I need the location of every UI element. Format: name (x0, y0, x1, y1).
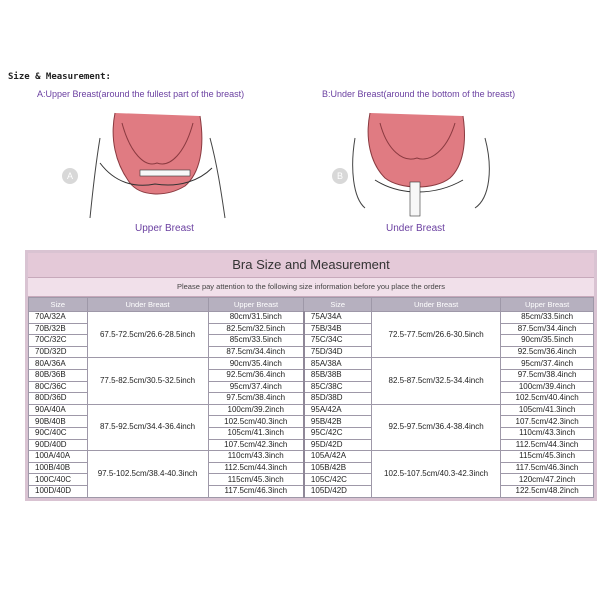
size-cell: 105C/42C (304, 474, 372, 486)
size-cell: 70A/32A (29, 312, 88, 324)
upper-breast-cell: 122.5cm/48.2inch (501, 485, 594, 497)
size-cell: 95A/42A (304, 404, 372, 416)
upper-breast-cell: 95cm/37.4inch (501, 358, 594, 370)
under-breast-range: 67.5-72.5cm/26.6-28.5inch (87, 312, 208, 358)
table-note: Please pay attention to the following size information before you place the orders (28, 278, 594, 297)
header-size: Size (29, 298, 88, 312)
upper-breast-cell: 112.5cm/44.3inch (501, 439, 594, 451)
table-body (29, 312, 594, 498)
upper-breast-cell: 110cm/43.3inch (501, 427, 594, 439)
size-cell: 85A/38A (304, 358, 372, 370)
upper-breast-illustration (60, 108, 260, 220)
upper-breast-cell: 87.5cm/34.4inch (208, 346, 304, 358)
size-cell: 70B/32B (29, 323, 88, 335)
header-upper-breast: Upper Breast (501, 298, 594, 312)
upper-breast-cell: 115cm/45.3inch (208, 474, 304, 486)
under-breast-illustration (325, 108, 525, 220)
upper-breast-cell: 87.5cm/34.4inch (501, 323, 594, 335)
table-header-row (29, 298, 594, 312)
size-cell: 105B/42B (304, 462, 372, 474)
size-cell: 95D/42D (304, 439, 372, 451)
header-under-breast: Under Breast (372, 298, 501, 312)
upper-breast-cell: 95cm/37.4inch (208, 381, 304, 393)
header-under-breast: Under Breast (87, 298, 208, 312)
size-cell: 85D/38D (304, 393, 372, 405)
upper-breast-cell: 112.5cm/44.3inch (208, 462, 304, 474)
under-breast-label: B:Under Breast(around the bottom of the breast) (322, 89, 516, 99)
size-cell: 100D/40D (29, 485, 88, 497)
size-cell: 100B/40B (29, 462, 88, 474)
size-cell: 100A/40A (29, 451, 88, 463)
size-cell: 80C/36C (29, 381, 88, 393)
upper-breast-cell: 97.5cm/38.4inch (501, 369, 594, 381)
under-breast-range: 92.5-97.5cm/36.4-38.4inch (372, 404, 501, 450)
size-cell: 75C/34C (304, 335, 372, 347)
table-row (29, 404, 594, 416)
header-upper-breast: Upper Breast (208, 298, 304, 312)
under-breast-range: 72.5-77.5cm/26.6-30.5inch (372, 312, 501, 358)
upper-breast-cell: 92.5cm/36.4inch (501, 346, 594, 358)
size-cell: 95B/42B (304, 416, 372, 428)
size-cell: 105D/42D (304, 485, 372, 497)
size-cell: 105A/42A (304, 451, 372, 463)
upper-breast-cell: 92.5cm/36.4inch (208, 369, 304, 381)
size-cell: 100C/40C (29, 474, 88, 486)
under-breast-range: 87.5-92.5cm/34.4-36.4inch (87, 404, 208, 450)
size-cell: 85C/38C (304, 381, 372, 393)
under-breast-caption: Under Breast (386, 223, 445, 234)
upper-breast-cell: 102.5cm/40.4inch (501, 393, 594, 405)
upper-breast-cell: 115cm/45.3inch (501, 451, 594, 463)
upper-breast-cell: 117.5cm/46.3inch (208, 485, 304, 497)
table-row (29, 312, 594, 324)
size-cell: 90A/40A (29, 404, 88, 416)
upper-breast-cell: 102.5cm/40.3inch (208, 416, 304, 428)
size-cell: 90D/40D (29, 439, 88, 451)
size-cell: 80A/36A (29, 358, 88, 370)
upper-breast-cell: 100cm/39.4inch (501, 381, 594, 393)
under-breast-range: 97.5-102.5cm/38.4-40.3inch (87, 451, 208, 497)
upper-breast-caption: Upper Breast (135, 223, 194, 234)
under-breast-range: 102.5-107.5cm/40.3-42.3inch (372, 451, 501, 497)
upper-breast-cell: 117.5cm/46.3inch (501, 462, 594, 474)
upper-breast-cell: 107.5cm/42.3inch (208, 439, 304, 451)
upper-breast-cell: 100cm/39.2inch (208, 404, 304, 416)
page-heading: Size & Measurement: (8, 72, 111, 82)
upper-breast-cell: 110cm/43.3inch (208, 451, 304, 463)
upper-breast-cell: 90cm/35.4inch (208, 358, 304, 370)
upper-breast-cell: 97.5cm/38.4inch (208, 393, 304, 405)
size-cell: 70C/32C (29, 335, 88, 347)
size-cell: 90B/40B (29, 416, 88, 428)
size-table (25, 250, 597, 501)
size-cell: 70D/32D (29, 346, 88, 358)
upper-breast-cell: 107.5cm/42.3inch (501, 416, 594, 428)
upper-breast-label: A:Upper Breast(around the fullest part of the breast) (37, 89, 245, 99)
table-row (29, 451, 594, 463)
upper-breast-cell: 85cm/33.5inch (208, 335, 304, 347)
upper-breast-cell: 85cm/33.5inch (501, 312, 594, 324)
upper-breast-cell: 105cm/41.3inch (208, 427, 304, 439)
size-cell: 75D/34D (304, 346, 372, 358)
under-breast-range: 82.5-87.5cm/32.5-34.4inch (372, 358, 501, 404)
upper-breast-cell: 82.5cm/32.5inch (208, 323, 304, 335)
upper-breast-cell: 120cm/47.2inch (501, 474, 594, 486)
header-size: Size (304, 298, 372, 312)
size-cell: 75B/34B (304, 323, 372, 335)
size-cell: 90C/40C (29, 427, 88, 439)
marker-a-text: A (66, 171, 74, 181)
size-cell: 80D/36D (29, 393, 88, 405)
marker-b-text: B (336, 171, 344, 181)
upper-breast-cell: 105cm/41.3inch (501, 404, 594, 416)
size-cell: 80B/36B (29, 369, 88, 381)
under-breast-range: 77.5-82.5cm/30.5-32.5inch (87, 358, 208, 404)
size-cell: 95C/42C (304, 427, 372, 439)
table-title: Bra Size and Measurement (28, 253, 594, 278)
size-cell: 85B/38B (304, 369, 372, 381)
table-row (29, 358, 594, 370)
upper-breast-cell: 80cm/31.5inch (208, 312, 304, 324)
size-grid (28, 297, 594, 498)
upper-breast-cell: 90cm/35.5inch (501, 335, 594, 347)
size-cell: 75A/34A (304, 312, 372, 324)
